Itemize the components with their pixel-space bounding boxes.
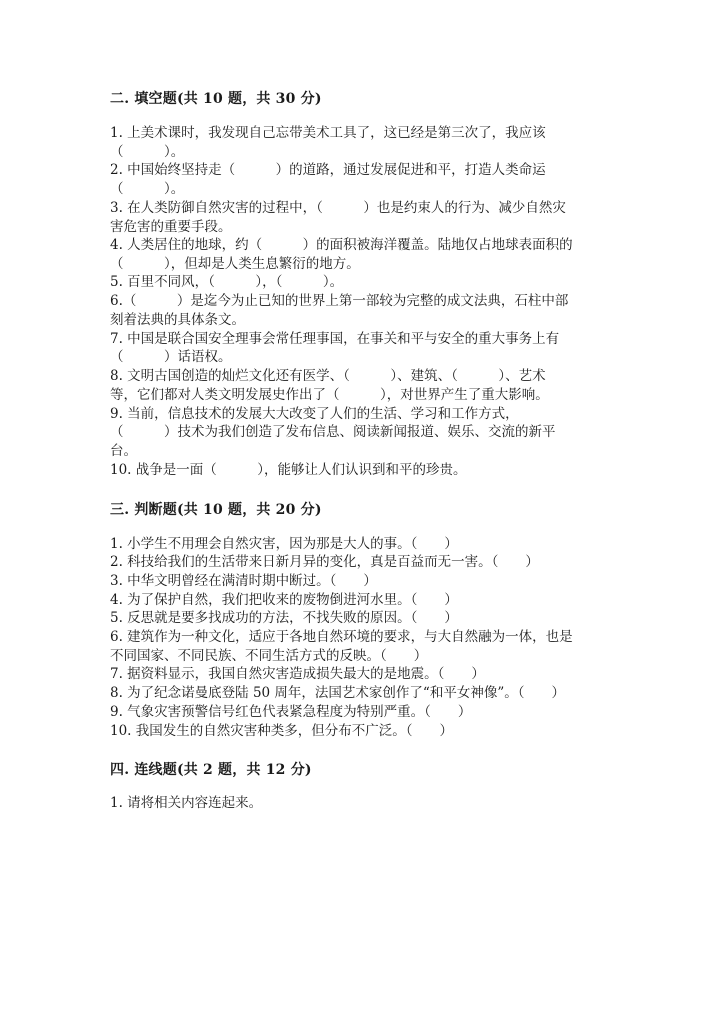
question-line: 1. 请将相关内容连起来。: [110, 795, 263, 811]
question-line: （ ）。: [110, 181, 185, 197]
question-line: 不同国家、不同民族、不同生活方式的反映。（ ）: [110, 648, 428, 664]
question-line: 7. 中国是联合国安全理事会常任理事国，在事关和平与安全的重大事务上有: [110, 331, 560, 347]
question-line: （ ）。: [110, 144, 185, 160]
question-line: 9. 当前，信息技术的发展大大改变了人们的生活、学习和工作方式，: [110, 406, 519, 422]
question-line: 2. 中国始终坚持走（ ）的道路，通过发展促进和平，打造人类命运: [110, 162, 546, 178]
question-line: 4. 为了保护自然，我们把收来的废物倒进河水里。（ ）: [110, 592, 458, 608]
question-line: 8. 为了纪念诺曼底登陆 50 周年，法国艺术家创作了“和平女神像”。（ ）: [110, 685, 565, 701]
question-line: 刻着法典的具体条文。: [110, 312, 245, 328]
question-line: 5. 反思就是要多找成功的方法，不找失败的原因。（ ）: [110, 610, 458, 626]
question-line: 1. 上美术课时，我发现自己忘带美术工具了，这已经是第三次了，我应该: [110, 125, 546, 141]
question-line: 9. 气象灾害预警信号红色代表紧急程度为特别严重。（ ）: [110, 704, 472, 720]
question-line: 10. 我国发生的自然灾害种类多，但分布不广泛。（ ）: [110, 723, 454, 739]
question-line: （ ）话语权。: [110, 349, 232, 365]
question-line: 等，它们都对人类文明发展史作出了（ ），对世界产生了重大影响。: [110, 387, 549, 403]
question-line: 3. 中华文明曾经在满清时期中断过。（ ）: [110, 573, 377, 589]
question-line: 4. 人类居住的地球，约（ ）的面积被海洋覆盖。陆地仅占地球表面积的: [110, 237, 573, 253]
section-heading-true-false: 三. 判断题(共 10 题，共 20 分): [110, 502, 322, 518]
section-heading-matching: 四. 连线题(共 2 题，共 12 分): [110, 762, 312, 778]
section-heading-fill-in: 二. 填空题(共 10 题，共 30 分): [110, 91, 322, 107]
question-line: 2. 科技给我们的生活带来日新月异的变化，真是百益而无一害。（ ）: [110, 554, 539, 570]
question-line: （ ），但却是人类生息繁衍的地方。: [110, 256, 360, 272]
question-line: 害危害的重要手段。: [110, 219, 232, 235]
question-line: 10. 战争是一面（ ），能够让人们认识到和平的珍贵。: [110, 462, 467, 478]
question-line: 1. 小学生不用理会自然灾害，因为那是大人的事。（ ）: [110, 536, 458, 552]
question-line: 8. 文明古国创造的灿烂文化还有医学、（ ）、建筑、（ ）、艺术: [110, 368, 546, 384]
question-line: 6. 建筑作为一种文化，适应于各地自然环境的要求，与大自然融为一体，也是: [110, 629, 573, 645]
question-line: 台。: [110, 443, 137, 459]
question-line: 3. 在人类防御自然灾害的过程中，（ ）也是约束人的行为、减少自然灾: [110, 200, 566, 216]
question-line: 6.（ ）是迄今为止已知的世界上第一部较为完整的成文法典，石柱中部: [110, 293, 569, 309]
question-line: 5. 百里不同风，（ ），（ ）。: [110, 274, 344, 290]
question-line: （ ）技术为我们创造了发布信息、阅读新闻报道、娱乐、交流的新平: [110, 424, 556, 440]
question-line: 7. 据资料显示，我国自然灾害造成损失最大的是地震。（ ）: [110, 666, 485, 682]
